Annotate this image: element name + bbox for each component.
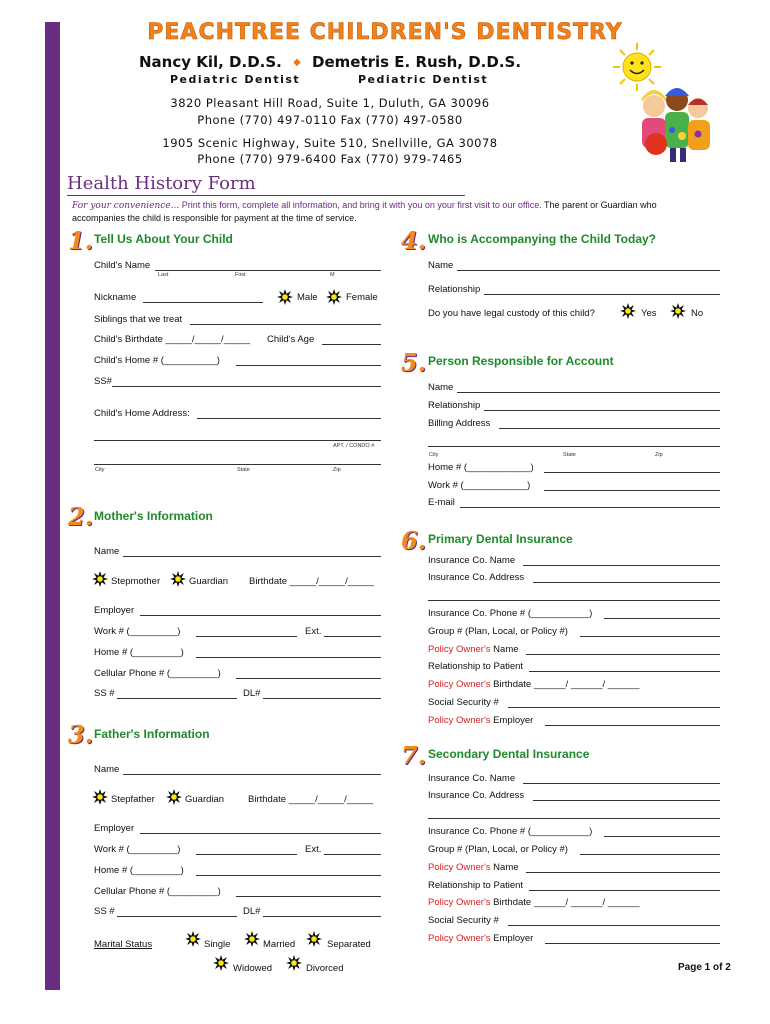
father-ext-field[interactable] [324,854,381,855]
intro-print: Print this form, complete all information, and bring it with you on your first visit to our office. [179,200,542,210]
mother-cell-field[interactable] [236,678,381,679]
section1-number: 1. [68,226,94,255]
billing-sub-city: City [429,452,439,458]
sub-state: State [237,467,250,473]
father-guardian-checkbox[interactable] [166,789,182,805]
mother-birthdate-label[interactable]: Birthdate _____/_____/_____ [249,576,375,587]
primary-owner-bd-red: Policy Owner's [428,679,491,690]
secondary-ins-address-field[interactable] [533,800,720,801]
diamond-icon: ◆ [293,57,301,68]
childs-name-field[interactable] [155,270,381,271]
primary-ins-address-field[interactable] [533,582,720,583]
page-number: Page 1 of 2 [678,962,731,973]
male-label: Male [297,292,318,303]
father-cell-field[interactable] [236,896,381,897]
separated-label: Separated [327,939,371,950]
section1-title: Tell Us About Your Child [94,232,233,246]
children-illustration [632,78,722,168]
responsible-email-field[interactable] [460,507,720,508]
accompany-name-field[interactable] [457,270,720,271]
doctor2-name: Demetris E. Rush, D.D.S. [312,53,522,71]
mother-ss-label: SS # [94,688,115,699]
child-ss-field[interactable] [112,386,381,387]
married-checkbox[interactable] [244,931,260,947]
secondary-relationship-field[interactable] [529,890,720,891]
father-ext-label: Ext. [305,844,322,855]
primary-ins-name-label: Insurance Co. Name [428,555,516,566]
nickname-field[interactable] [143,302,263,303]
sub-first: First [235,272,246,278]
secondary-owner-bd-text: Birthdate ______/ ______/ ______ [490,897,640,908]
father-guardian-label: Guardian [185,794,225,805]
section5-title: Person Responsible for Account [428,354,614,368]
childs-name-label: Child's Name [94,260,151,271]
secondary-relationship-label: Relationship to Patient [428,880,524,891]
mother-work-label[interactable]: Work # (_________) [94,626,181,637]
secondary-owner-name-label [428,862,519,873]
billing-sub-zip: Zip [655,452,663,458]
billing-sub-state: State [563,452,576,458]
office1-phone: Phone (770) 497-0110 Fax (770) 497-0580 [197,113,463,127]
responsible-email-label: E-mail [428,497,455,508]
section2-title: Mother's Information [94,509,213,523]
intro-text [72,199,712,224]
primary-ss-label: Social Security # [428,697,499,708]
widowed-checkbox[interactable] [213,955,229,971]
sub-city: City [95,467,105,473]
responsible-name-field[interactable] [457,392,720,393]
doctor2-title: Pediatric Dentist [358,73,489,86]
child-age-label: Child's Age [267,334,315,345]
primary-ins-address-line2[interactable] [428,600,720,601]
doctor1-name: Nancy Kil, D.D.S. [138,53,282,71]
primary-owner-bd-text: Birthdate ______/ ______/ ______ [490,679,640,690]
widowed-label: Widowed [233,963,273,974]
mother-employer-label: Employer [94,605,135,616]
primary-ins-name-field[interactable] [523,565,720,566]
female-checkbox[interactable] [326,289,342,305]
father-work-label[interactable]: Work # (_________) [94,844,181,855]
mother-ext-label: Ext. [305,626,322,637]
primary-owner-name-field[interactable] [526,654,720,655]
child-home-phone-label[interactable]: Child's Home # (__________) [94,355,220,366]
primary-owner-emp-text: Employer [490,715,534,726]
single-checkbox[interactable] [185,931,201,947]
sub-mi: M [330,272,335,278]
divorced-checkbox[interactable] [286,955,302,971]
section4-title: Who is Accompanying the Child Today? [428,232,657,246]
stepfather-checkbox[interactable] [92,789,108,805]
father-name-label: Name [94,764,120,775]
primary-ins-address-label: Insurance Co. Address [428,572,525,583]
section7-title: Secondary Dental Insurance [428,747,590,761]
sub-last: Last [158,272,169,278]
section3-title: Father's Information [94,727,210,741]
father-birthdate-label[interactable]: Birthdate _____/_____/_____ [248,794,374,805]
section6-number: 6. [401,526,427,555]
custody-no-checkbox[interactable] [670,303,686,319]
primary-owner-employer-field[interactable] [545,725,720,726]
intro-rest: The parent or Guardian who accompanies the child is responsible for payment at the time of service. [72,200,657,223]
male-checkbox[interactable] [277,289,293,305]
primary-owner-name-label [428,644,519,655]
separated-checkbox[interactable] [306,931,322,947]
primary-group-field[interactable] [580,636,720,637]
accompany-relationship-field[interactable] [484,294,720,295]
father-home-field[interactable] [196,875,381,876]
secondary-ins-address-line2[interactable] [428,818,720,819]
billing-city-state-zip-field[interactable] [428,446,720,447]
child-address-line2[interactable] [94,440,381,441]
secondary-ins-name-label: Insurance Co. Name [428,773,516,784]
accompany-name-label: Name [428,260,454,271]
secondary-ss-label: Social Security # [428,915,499,926]
sub-zip: Zip [333,467,341,473]
left-sidebar-stripe [45,22,60,990]
single-label: Single [204,939,231,950]
child-age-field[interactable] [322,344,381,345]
primary-owner-name-red: Policy Owner's [428,644,491,655]
primary-ins-phone-label[interactable]: Insurance Co. Phone # (___________) [428,608,593,619]
father-employer-label: Employer [94,823,135,834]
siblings-field[interactable] [190,324,381,325]
mother-ss-field[interactable] [117,698,237,699]
primary-group-label: Group # (Plan, Local, or Policy #) [428,626,568,637]
title-rule [67,195,465,196]
mother-name-label: Name [94,546,120,557]
father-name-field[interactable] [123,774,381,775]
accompany-relationship-label: Relationship [428,284,481,295]
secondary-ins-name-field[interactable] [523,783,720,784]
mother-employer-field[interactable] [140,615,381,616]
primary-relationship-label: Relationship to Patient [428,661,524,672]
secondary-ss-field[interactable] [508,925,720,926]
secondary-owner-name-field[interactable] [526,872,720,873]
child-city-state-zip-field[interactable] [94,464,381,465]
father-ss-field[interactable] [117,916,237,917]
mother-dl-label: DL# [243,688,261,699]
mother-home-field[interactable] [196,657,381,658]
section3-number: 3. [68,720,94,749]
primary-owner-name-text: Name [490,644,519,655]
stepmother-checkbox[interactable] [92,571,108,587]
child-ss-label: SS# [94,376,112,387]
primary-owner-birthdate-label[interactable] [428,679,640,690]
secondary-group-field[interactable] [580,854,720,855]
secondary-owner-bd-red: Policy Owner's [428,897,491,908]
practice-name: PEACHTREE CHILDREN'S DENTISTRY [147,20,623,45]
section4-number: 4. [401,226,427,255]
secondary-owner-birthdate-label[interactable] [428,897,640,908]
mother-name-field[interactable] [123,556,381,557]
child-address-field[interactable] [197,418,381,419]
billing-address-label: Billing Address [428,418,491,429]
siblings-label: Siblings that we treat [94,314,183,325]
custody-yes-label: Yes [641,308,657,319]
custody-yes-checkbox[interactable] [620,303,636,319]
child-birthdate-label[interactable]: Child's Birthdate _____/_____/_____ [94,334,251,345]
father-home-label[interactable]: Home # (_________) [94,865,184,876]
stepfather-label: Stepfather [111,794,155,805]
primary-ins-phone-field[interactable] [604,618,720,619]
responsible-relationship-field[interactable] [484,410,720,411]
secondary-group-label: Group # (Plan, Local, or Policy #) [428,844,568,855]
responsible-work-label[interactable]: Work # (____________) [428,480,531,491]
primary-relationship-field[interactable] [529,671,720,672]
married-label: Married [263,939,296,950]
mother-guardian-checkbox[interactable] [170,571,186,587]
secondary-owner-name-text: Name [490,862,519,873]
primary-ss-field[interactable] [508,707,720,708]
secondary-owner-emp-red: Policy Owner's [428,933,491,944]
intro-convenience: For your convenience... [72,201,180,211]
mother-ext-field[interactable] [324,636,381,637]
father-work-field[interactable] [196,854,297,855]
mother-dl-field[interactable] [263,698,381,699]
primary-owner-employer-label [428,715,533,726]
responsible-relationship-label: Relationship [428,400,481,411]
custody-question: Do you have legal custody of this child? [428,308,595,319]
father-dl-field[interactable] [263,916,381,917]
secondary-owner-employer-field[interactable] [545,943,720,944]
custody-no-label: No [691,308,704,319]
section7-number: 7. [401,741,427,770]
section5-number: 5. [401,348,427,377]
responsible-home-field[interactable] [544,472,720,473]
mother-work-field[interactable] [196,636,297,637]
marital-status-label: Marital Status [94,939,153,950]
secondary-owner-name-red: Policy Owner's [428,862,491,873]
secondary-ins-phone-label[interactable]: Insurance Co. Phone # (___________) [428,826,593,837]
father-cell-label[interactable]: Cellular Phone # (_________) [94,886,221,897]
father-ss-label: SS # [94,906,115,917]
sub-apt: APT. / CONDO # [333,443,375,449]
responsible-work-field[interactable] [544,490,720,491]
mother-cell-label[interactable]: Cellular Phone # (_________) [94,668,221,679]
billing-address-field[interactable] [499,428,720,429]
responsible-home-label[interactable]: Home # (____________) [428,462,534,473]
form-title: Health History Form [67,173,256,194]
office2-phone: Phone (770) 979-6400 Fax (770) 979-7465 [197,152,463,166]
section6-title: Primary Dental Insurance [428,532,573,546]
father-dl-label: DL# [243,906,261,917]
female-label: Female [346,292,378,303]
responsible-name-label: Name [428,382,454,393]
child-address-label: Child's Home Address: [94,408,190,419]
office1-address: 3820 Pleasant Hill Road, Suite 1, Duluth, GA 30096 [170,96,490,110]
mother-guardian-label: Guardian [189,576,229,587]
section2-number: 2. [68,502,94,531]
doctor1-title: Pediatric Dentist [170,73,301,86]
office2-address: 1905 Scenic Highway, Suite 510, Snellville, GA 30078 [162,136,498,150]
child-home-phone-field[interactable] [236,365,381,366]
secondary-owner-emp-text: Employer [490,933,534,944]
father-employer-field[interactable] [140,833,381,834]
secondary-ins-address-label: Insurance Co. Address [428,790,525,801]
doctors-line [0,53,660,71]
nickname-label: Nickname [94,292,137,303]
mother-home-label[interactable]: Home # (_________) [94,647,184,658]
primary-owner-emp-red: Policy Owner's [428,715,491,726]
stepmother-label: Stepmother [111,576,161,587]
secondary-owner-employer-label [428,933,533,944]
divorced-label: Divorced [306,963,344,974]
secondary-ins-phone-field[interactable] [604,836,720,837]
